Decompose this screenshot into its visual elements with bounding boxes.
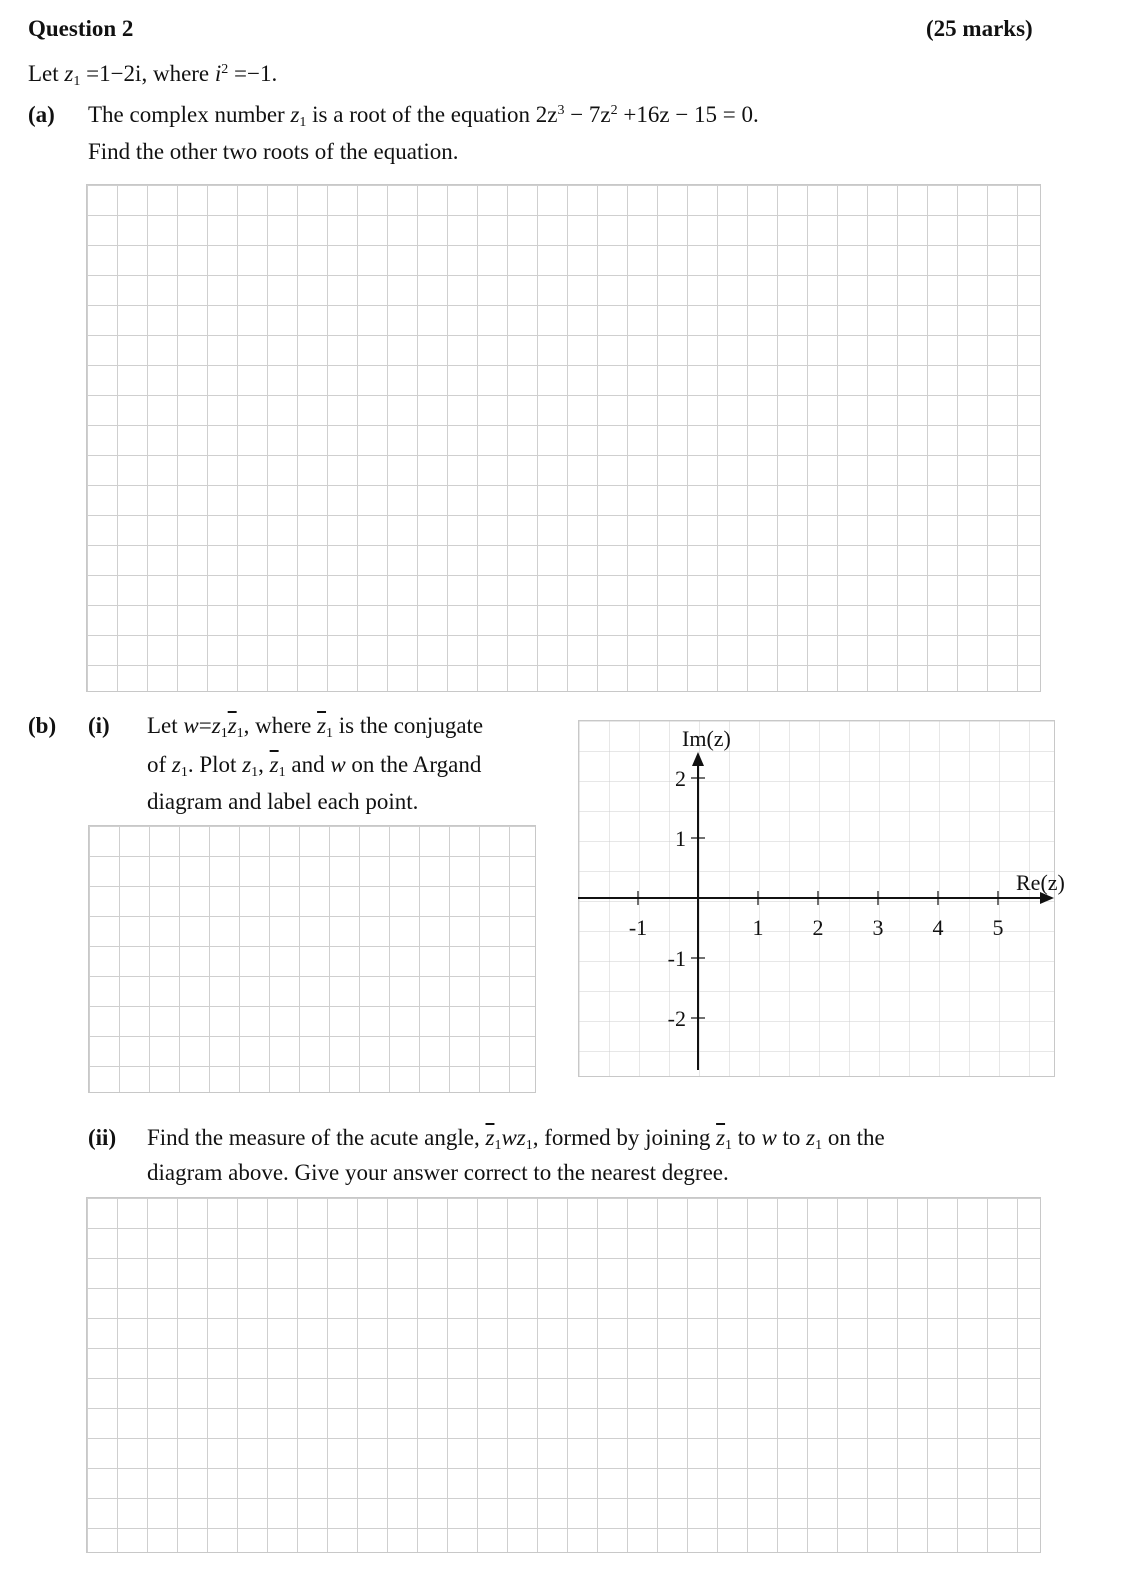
part-a-eq-e2: 2 [610,103,618,118]
b-ii-z: z [806,1125,816,1150]
b-ii-a: Find the measure of the acute angle, [147,1125,480,1150]
b-ii-wz-sub: 1 [525,1138,533,1153]
intro-i-exp: 2 [221,62,229,77]
part-a-label: (a) [28,102,55,127]
intro-z-sub: 1 [73,74,81,89]
intro-where: where [152,61,210,86]
b-i2-z2: z [242,752,252,777]
part-b-i-line1 [147,711,483,741]
b-ii-b: , formed by joining [532,1125,711,1150]
part-a-line2: Find the other two roots of the equation. [88,139,459,164]
x-tick-label: -1 [628,915,648,940]
b-i-z: z [211,713,221,738]
b-ii-to2: to [782,1125,801,1150]
intro-i-rhs: =−1. [234,61,278,86]
b-i2-plot: . Plot [187,752,237,777]
part-a-eq-t1: 2z [535,102,558,127]
b-i-where: , where [243,713,312,738]
question-title: Question 2 [28,16,134,41]
y-tick-label: 1 [675,826,686,851]
intro-let: Let [28,61,59,86]
part-a-eq-t3: +16z − 15 = 0. [623,102,759,127]
b-ii-w: w [761,1125,777,1150]
b-i2-of: of [147,752,167,777]
part-b-label: (b) [28,713,57,738]
answer-grid-b-ii[interactable] [86,1197,1041,1553]
b-i-zbar2: $\overline{z}$ [317,713,327,738]
b-ii-c: on the [827,1125,885,1150]
part-b-i-label: (i) [88,713,110,738]
part-a-line1 [88,100,759,130]
im-axis-label [682,726,731,751]
b-ii-zbar2-sub: 1 [725,1138,733,1153]
part-a-mid: is a root of the equation [312,102,530,127]
b-i-w: w [183,713,199,738]
x-tick-label: 4 [932,915,944,940]
b-i2-rest: on the Argand [351,752,482,777]
intro-eq: =1−2i, [86,61,148,86]
argand-diagram[interactable] [578,720,1065,1078]
part-a-text: The complex number [88,102,285,127]
b-i-z-sub: 1 [220,726,228,741]
b-i-zbar-sub: 1 [236,726,244,741]
b-ii-to: to [737,1125,756,1150]
y-tick-label: 2 [675,766,686,791]
part-a-z: z [290,102,300,127]
b-i-eq: = [198,713,212,738]
part-b-i-line2 [147,750,481,780]
answer-grid-b-i[interactable] [88,825,536,1093]
intro-line [28,59,277,89]
b-i-zbar2-sub: 1 [326,726,334,741]
part-a-eq-e1: 3 [557,103,565,118]
b-i2-zbar: $\overline{z}$ [269,752,279,777]
part-b-i-line3: diagram and label each point. [147,789,419,814]
b-i2-z: z [171,752,181,777]
b-ii-z-sub: 1 [815,1138,823,1153]
b-i2-z2-sub: 1 [251,765,259,780]
re-axis-label [1016,870,1065,895]
x-tick-label: 2 [812,915,824,940]
part-b-ii-line1 [147,1123,885,1153]
b-ii-zbar-sub: 1 [494,1138,502,1153]
marks-label: (25 marks) [926,16,1033,41]
part-a-eq-t2: − 7z [570,102,611,127]
x-tick-label: 1 [752,915,764,940]
x-tick-label: 3 [872,915,884,940]
b-i-zbar: $\overline{z}$ [227,713,237,738]
b-i2-and: and [291,752,325,777]
answer-grid-a[interactable] [86,184,1041,692]
b-i2-z-sub: 1 [180,765,188,780]
intro-z: z [64,61,74,86]
b-i2-w: w [330,752,346,777]
part-a-z-sub: 1 [299,115,307,130]
b-ii-zbar2: $\overline{z}$ [716,1125,726,1150]
y-tick-label: -1 [667,946,686,971]
y-tick-label: -2 [667,1006,686,1031]
im-axis-label-text: Im(z) [682,726,731,751]
part-b-ii-line2: diagram above. Give your answer correct to the nearest degree. [147,1160,729,1185]
intro-i: i [214,61,222,86]
b-ii-zbar: $\overline{z}$ [485,1125,495,1150]
b-i2-comma: , [258,752,264,777]
b-i2-zbar-sub: 1 [278,765,286,780]
b-i-let: Let [147,713,178,738]
x-tick-label: 5 [992,915,1004,940]
re-axis-label-text: Re(z) [1016,870,1065,895]
b-ii-wz: wz [501,1125,526,1150]
part-b-ii-label: (ii) [88,1125,117,1150]
b-i-rest: is the conjugate [338,713,484,738]
